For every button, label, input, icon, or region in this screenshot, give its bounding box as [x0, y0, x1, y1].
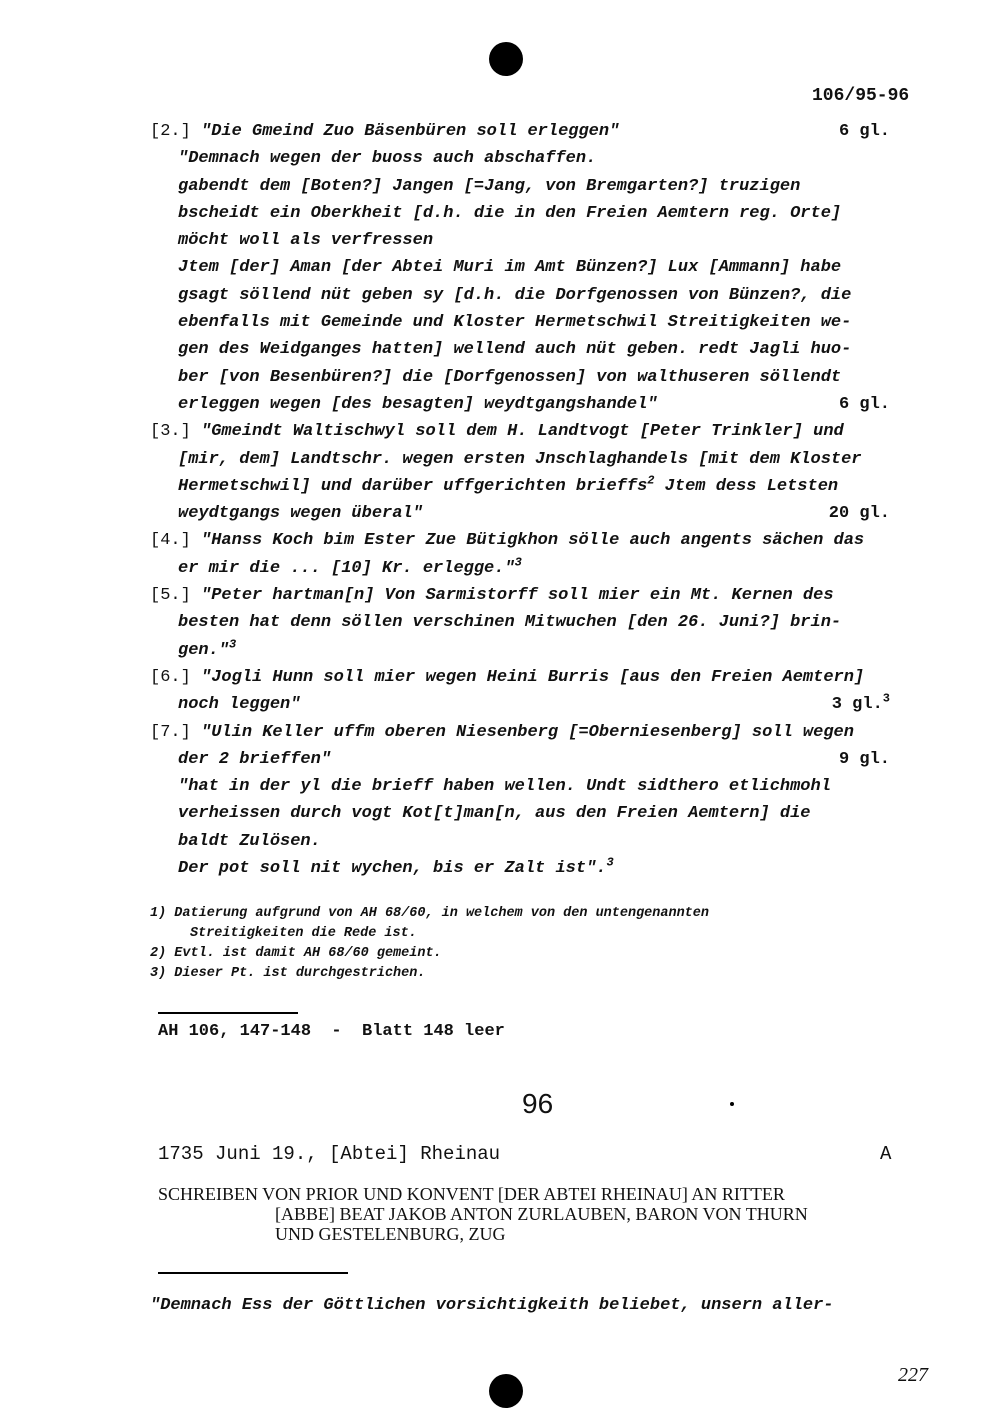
footnote-1: 1) Datierung aufgrund von AH 68/60, in welchem von den untengenannten	[150, 906, 709, 921]
text-line	[150, 691, 920, 718]
footnote-ref: 2	[647, 473, 655, 488]
line-text: "Peter hartman[n] Von Sarmistorff soll mier ein Mt. Kernen des	[201, 586, 834, 606]
item-number: [7.]	[150, 722, 202, 742]
separator-rule	[158, 1012, 298, 1014]
line-text: "Hanss Koch bim Ester Zue Bütigkhon sölle auch angents sächen das	[201, 531, 865, 551]
line-text: "Jogli Hunn soll mier wegen Heini Burris [aus den Freien Aemtern]	[201, 667, 865, 687]
text-line	[150, 364, 920, 391]
line-text: Der pot soll nit wychen, bis er Zalt ist".	[178, 859, 607, 879]
line-text: er mir die ... [10] Kr. erlegge."	[178, 558, 515, 578]
amount: 9 gl.	[838, 749, 890, 769]
footnote-ref: 3	[229, 636, 237, 651]
regest-line-3: UND GESTELENBURG, ZUG	[275, 1224, 506, 1244]
footnote-ref: 3	[606, 855, 614, 870]
stray-mark	[730, 1102, 734, 1106]
punch-hole-top	[489, 42, 523, 76]
text-line	[150, 637, 920, 664]
line-text: "Die Gmeind Zuo Bäsenbüren soll erleggen"	[201, 122, 620, 141]
line-text: gabendt dem [Boten?] Jangen [=Jang, von Bremgarten?] truzigen	[178, 176, 801, 196]
document-category: A	[880, 1143, 892, 1165]
amount: 6 gl.	[838, 122, 890, 141]
item-number: [6.]	[150, 667, 202, 687]
text-line	[150, 200, 920, 227]
line-text: gen."	[178, 640, 230, 660]
line-text: "Demnach wegen der buoss auch abschaffen.	[178, 149, 597, 169]
line-text: baldt Zulösen.	[178, 831, 321, 851]
edited-text	[150, 118, 920, 882]
text-line	[150, 555, 920, 582]
line-text: besten hat denn söllen verschinen Mitwuchen [den 26. Juni?] brin-	[178, 613, 842, 633]
text-line	[150, 855, 920, 882]
text-line	[150, 582, 920, 609]
item-number: [2.]	[150, 122, 202, 141]
text-line	[150, 664, 920, 691]
amount: 3 gl.$^3$	[831, 691, 890, 715]
text-line	[150, 746, 920, 773]
line-text: Hermetschwil] und darüber uffgerichten brieffs	[178, 476, 648, 496]
line-text: weydtgangs wegen überal"	[178, 504, 423, 524]
line-text: verheissen durch vogt Kot[t]man[n, aus den Freien Aemtern] die	[178, 804, 811, 824]
text-line	[150, 719, 920, 746]
line-text: ber [von Besenbüren?] die [Dorfgenossen] von walthuseren söllendt	[178, 367, 842, 387]
regest-line-2: [ABBE] BEAT JAKOB ANTON ZURLAUBEN, BARON VON THURN	[275, 1204, 808, 1224]
text-line	[150, 173, 920, 200]
text-line	[150, 609, 920, 636]
line-text: ebenfalls mit Gemeinde und Kloster Hermetschwil Streitigkeiten we-	[178, 313, 852, 333]
text-line	[150, 527, 920, 554]
text-line	[150, 336, 920, 363]
regest-line-1: SCHREIBEN VON PRIOR UND KONVENT [DER ABTEI RHEINAU] AN RITTER	[158, 1184, 785, 1204]
document-date: 1735 Juni 19., [Abtei] Rheinau	[158, 1143, 501, 1165]
regest-heading	[158, 1184, 808, 1244]
line-text: Jtem dess Letsten	[654, 476, 839, 496]
footnote-2: 2) Evtl. ist damit AH 68/60 gemeint.	[150, 946, 442, 961]
text-line	[150, 418, 920, 445]
item-number: [4.]	[150, 531, 202, 551]
text-line	[150, 828, 920, 855]
line-text: "Ulin Keller uffm oberen Niesenberg [=Oberniesenberg] soll wegen	[201, 722, 854, 742]
separator-rule-2	[158, 1272, 348, 1274]
text-line	[150, 309, 920, 336]
line-text: gen des Weidganges hatten] wellend auch nüt geben. redt Jagli huo-	[178, 340, 852, 360]
line-text: bscheidt ein Oberkheit [d.h. die in den Freien Aemtern reg. Orte]	[178, 203, 842, 223]
text-line	[150, 446, 920, 473]
line-text: gsagt söllend nüt geben sy [d.h. die Dorfgenossen von Bünzen?, die	[178, 285, 852, 305]
text-line	[150, 227, 920, 254]
line-text: "Gmeindt Waltischwyl soll dem H. Landtvogt [Peter Trinkler] und	[201, 422, 844, 442]
text-line	[150, 282, 920, 309]
text-line	[150, 118, 920, 145]
source-note: AH 106, 147-148 - Blatt 148 leer	[158, 1022, 505, 1041]
line-text: [mir, dem] Landtschr. wegen ersten Jnschlaghandels [mit dem Kloster	[178, 449, 862, 469]
amount: 20 gl.	[828, 504, 890, 524]
text-line	[150, 773, 920, 800]
line-text: Jtem [der] Aman [der Abtei Muri im Amt Bünzen?] Lux [Ammann] habe	[178, 258, 842, 278]
handwritten-page-number: 227	[898, 1364, 928, 1386]
line-text: der 2 brieffen"	[178, 749, 332, 769]
text-line	[150, 391, 920, 418]
document-number: 96	[522, 1088, 554, 1119]
line-text: "hat in der yl die brieff haben wellen. Undt sidthero etlichmohl	[178, 777, 831, 797]
quote-start: "Demnach Ess der Göttlichen vorsichtigkeith beliebet, unsern aller-	[150, 1296, 834, 1315]
text-line	[150, 473, 920, 500]
footnote-ref: 3	[514, 555, 522, 570]
text-line	[150, 145, 920, 172]
item-number: [3.]	[150, 422, 202, 442]
footnote-ref: 3	[882, 691, 890, 706]
text-line	[150, 254, 920, 281]
amount: 6 gl.	[838, 394, 890, 414]
item-number: [5.]	[150, 586, 202, 606]
line-text: erleggen wegen [des besagten] weydtgangshandel"	[178, 394, 658, 414]
footnote-3: 3) Dieser Pt. ist durchgestrichen.	[150, 966, 426, 981]
footnotes	[150, 904, 709, 984]
archive-reference: 106/95-96	[812, 86, 910, 106]
line-text: möcht woll als verfressen	[178, 231, 434, 251]
text-line	[150, 800, 920, 827]
footnote-1-cont: Streitigkeiten die Rede ist.	[190, 926, 417, 941]
punch-hole-bottom	[489, 1374, 523, 1408]
text-line	[150, 500, 920, 527]
line-text: noch leggen"	[178, 695, 301, 715]
